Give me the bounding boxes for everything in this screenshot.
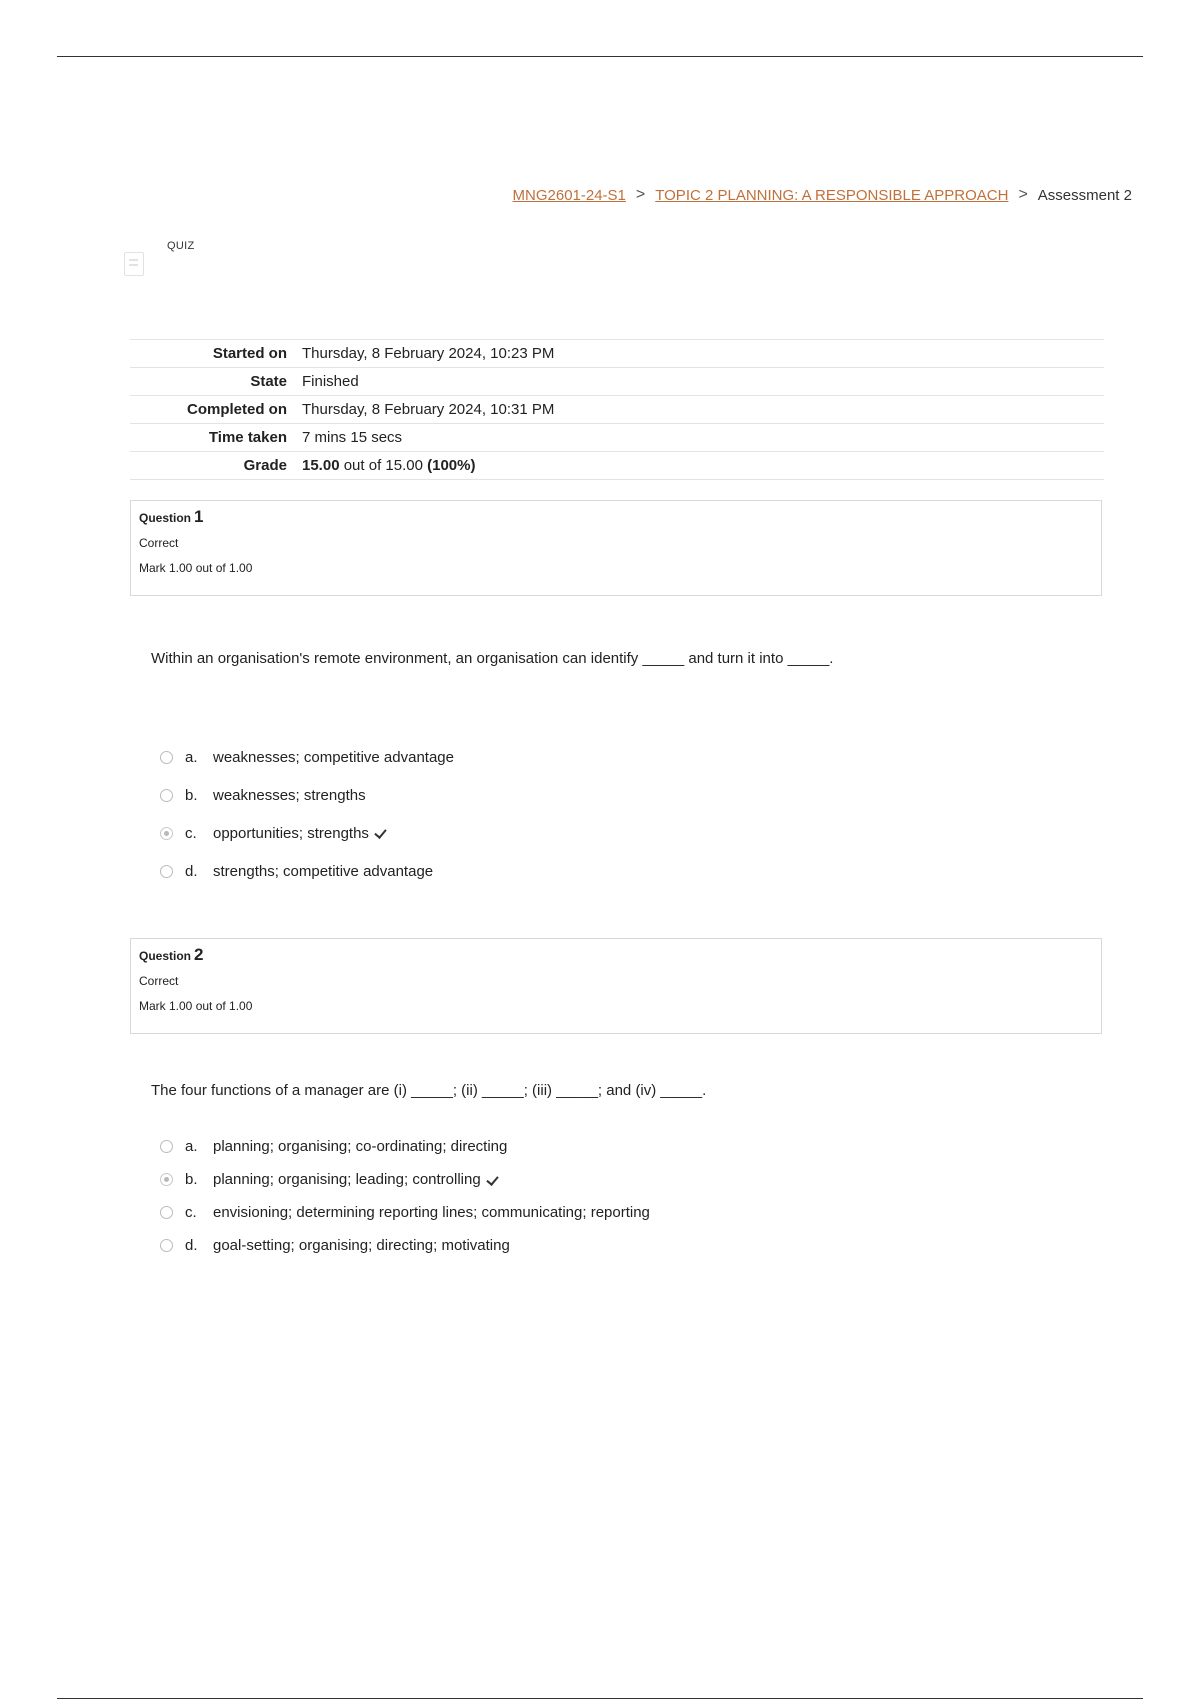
summary-row bbox=[130, 396, 1104, 424]
correct-check-icon bbox=[375, 828, 388, 838]
radio-button[interactable] bbox=[160, 1206, 173, 1219]
summary-label: Completed on bbox=[187, 401, 287, 418]
grade-percent: (100%) bbox=[427, 457, 476, 474]
summary-label: State bbox=[250, 373, 287, 390]
quiz-icon bbox=[124, 252, 144, 276]
summary-label: Time taken bbox=[208, 429, 287, 446]
breadcrumb-course-link[interactable]: MNG2601-24-S1 bbox=[512, 186, 626, 204]
question-state: Correct bbox=[139, 536, 179, 550]
answer-option[interactable] bbox=[160, 738, 454, 776]
radio-button[interactable] bbox=[160, 1239, 173, 1252]
radio-button[interactable] bbox=[160, 789, 173, 802]
grade-score: 15.00 bbox=[302, 457, 340, 474]
breadcrumb bbox=[513, 186, 1132, 204]
answer-letter: a. bbox=[185, 1138, 198, 1155]
activity-type-label: QUIZ bbox=[167, 240, 195, 252]
answer-letter: a. bbox=[185, 748, 198, 766]
bottom-rule bbox=[57, 1698, 1143, 1699]
answer-text: opportunities; strengths bbox=[213, 824, 369, 842]
question-mark: Mark 1.00 out of 1.00 bbox=[139, 561, 253, 575]
question-text-1: Within an organisation's remote environment, an organisation can identify _____ and turn it into _____. bbox=[151, 650, 834, 667]
summary-row bbox=[130, 340, 1104, 368]
answer-option-selected[interactable] bbox=[160, 814, 454, 852]
summary-value: 7 mins 15 secs bbox=[302, 429, 403, 446]
answer-option[interactable] bbox=[160, 852, 454, 890]
answer-text: weaknesses; competitive advantage bbox=[213, 748, 454, 766]
question-text-2: The four functions of a manager are (i) _____; (ii) _____; (iii) _____; and (iv) _____. bbox=[151, 1082, 707, 1099]
answer-option-selected[interactable] bbox=[160, 1163, 650, 1196]
radio-button[interactable] bbox=[160, 1140, 173, 1153]
summary-row bbox=[130, 452, 1104, 480]
summary-value: Thursday, 8 February 2024, 10:23 PM bbox=[302, 345, 555, 362]
grade-value bbox=[287, 452, 1104, 480]
question-state: Correct bbox=[139, 974, 179, 988]
answer-text: planning; organising; leading; controlling bbox=[213, 1171, 481, 1188]
answer-text: strengths; competitive advantage bbox=[213, 862, 434, 880]
answer-letter: d. bbox=[185, 1237, 198, 1254]
top-rule bbox=[57, 56, 1143, 57]
answer-letter: c. bbox=[185, 1204, 197, 1221]
breadcrumb-current: Assessment 2 bbox=[1037, 186, 1132, 204]
question-heading: Question bbox=[139, 949, 192, 963]
question-number: 2 bbox=[194, 945, 204, 964]
radio-button[interactable] bbox=[160, 751, 173, 764]
answer-option[interactable] bbox=[160, 1229, 650, 1262]
radio-button-checked[interactable] bbox=[160, 1173, 173, 1186]
answer-letter: b. bbox=[185, 1171, 198, 1188]
question-number: 1 bbox=[194, 507, 204, 526]
answer-option[interactable] bbox=[160, 1130, 650, 1163]
radio-button[interactable] bbox=[160, 865, 173, 878]
correct-check-icon bbox=[487, 1175, 500, 1185]
question-info-1 bbox=[130, 500, 1102, 596]
answer-text: envisioning; determining reporting lines; communicating; reporting bbox=[213, 1204, 650, 1221]
answer-text: goal-setting; organising; directing; motivating bbox=[213, 1237, 510, 1254]
answer-list-1 bbox=[160, 738, 454, 890]
answer-list-2 bbox=[160, 1130, 650, 1262]
summary-row bbox=[130, 368, 1104, 396]
question-heading: Question bbox=[139, 511, 192, 525]
answer-letter: d. bbox=[185, 862, 198, 880]
answer-option[interactable] bbox=[160, 776, 454, 814]
summary-row bbox=[130, 424, 1104, 452]
answer-text: weaknesses; strengths bbox=[213, 786, 366, 804]
radio-button-checked[interactable] bbox=[160, 827, 173, 840]
answer-letter: b. bbox=[185, 786, 198, 804]
summary-value: Thursday, 8 February 2024, 10:31 PM bbox=[302, 401, 555, 418]
summary-label: Started on bbox=[212, 345, 287, 362]
breadcrumb-chevron-icon: > bbox=[1018, 186, 1028, 203]
question-info-2 bbox=[130, 938, 1102, 1034]
summary-value: Finished bbox=[302, 373, 359, 390]
answer-option[interactable] bbox=[160, 1196, 650, 1229]
question-mark: Mark 1.00 out of 1.00 bbox=[139, 999, 253, 1013]
breadcrumb-chevron-icon: > bbox=[635, 186, 646, 203]
grade-total: out of 15.00 bbox=[339, 457, 428, 474]
answer-letter: c. bbox=[185, 824, 197, 842]
breadcrumb-topic-link[interactable]: TOPIC 2 PLANNING: A RESPONSIBLE APPROACH bbox=[655, 186, 1009, 204]
attempt-summary-table bbox=[130, 339, 1104, 480]
answer-text: planning; organising; co-ordinating; directing bbox=[213, 1138, 508, 1155]
summary-label: Grade bbox=[243, 457, 287, 474]
